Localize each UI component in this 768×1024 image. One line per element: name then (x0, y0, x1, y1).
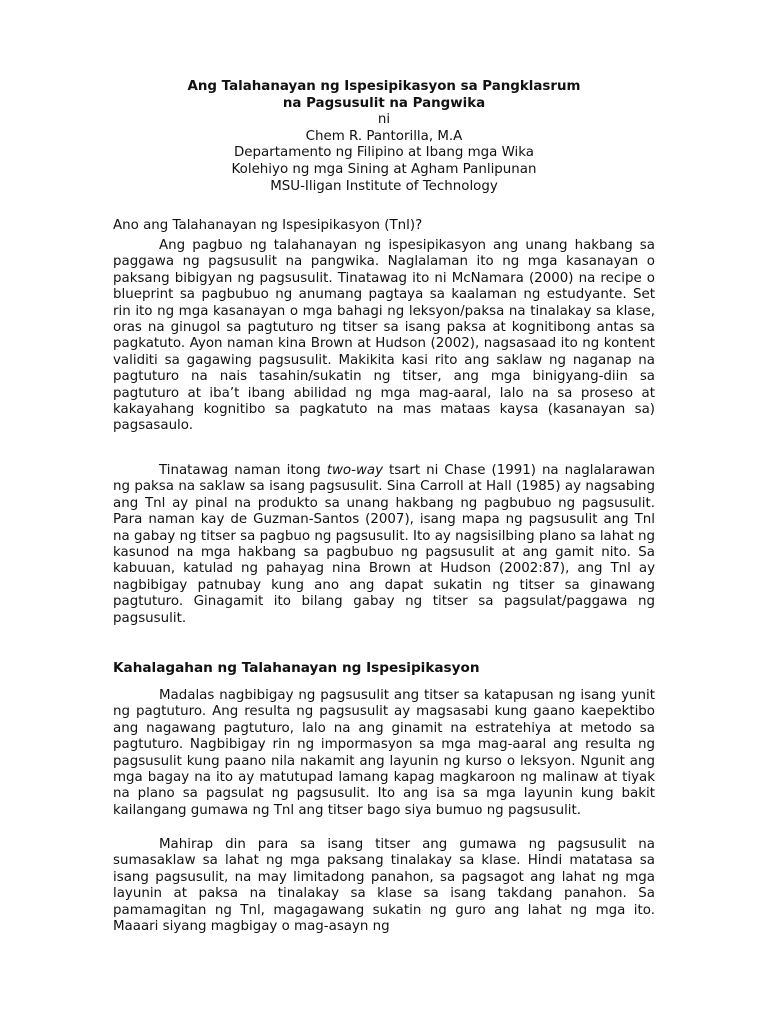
title-line-2: na Pagsusulit na Pangwika (282, 95, 486, 111)
paragraph-1 (113, 238, 655, 435)
institution: MSU-Iligan Institute of Technology (270, 178, 498, 194)
section-heading: Kahalagahan ng Talahanayan ng Ispesipikasyon (113, 660, 480, 676)
department: Departamento ng Filipino at Ibang mga Wika (234, 145, 534, 161)
question-heading: Ano ang Talahanayan ng Ispesipikasyon (Tnl)? (113, 218, 423, 233)
author-name: Chem R. Pantorilla, M.A (305, 128, 463, 144)
paragraph-2-italic: two-way (326, 463, 384, 478)
paragraph-2-text (113, 463, 655, 627)
paragraph-2-after: tsart ni Chase (1991) na naglalarawan ng paksa na saklaw sa isang pagsusulit. Sina Carroll at Hall (1985) ay nagsabing ang Tnl ay pinal na produkto sa unang hakbang ng pagbubuo ng pagsusulit. Para naman kay de Guzman-Santos (2007), isang mapa ng pagsusulit ang Tnl na gabay ng titser sa pagbuo ng pagsusulit. Ito ay nagsisilbing plano sa lahat ng kasunod na mga hakbang sa pagbubuo ng pagsusulit at ang gamit nito. Sa kabuuan, katulad ng pahayag nina Brown at Hudson (2002:87), ang Tnl ay nagbibigay patnubay kung ano ang dapat sukatin ng titser sa ginawang pagtuturo. Ginagamit ito bilang gabay ng titser sa pagsulat/paggawa ng pagsusulit. (113, 463, 655, 626)
college: Kolehiyo ng mga Sining at Agham Panlipunan (231, 161, 537, 177)
paragraph-2 (113, 463, 655, 627)
paragraph-2-before: Tinatawag naman itong (159, 463, 327, 478)
byline-ni: ni (377, 112, 391, 128)
title-line-1: Ang Talahanayan ng Ispesipikasyon sa Pangklasrum (187, 79, 581, 94)
paragraph-3 (113, 688, 655, 819)
paragraph-4-text: Mahirap din para sa isang titser ang gumawa ng pagsusulit na sumasaklaw sa lahat ng mga paksang tinalakay sa klase. Hindi matatasa sa isang pagsusulit, na may limitadong panahon, sa pagsagot ang lahat ng mga layunin at paksa na tinalakay sa klase sa isang takdang panahon. Sa pamamagitan ng Tnl, magagawang sukatin ng guro ang lahat ng mga ito. Maaari siyang magbigay o mag-asayn ng (113, 837, 655, 935)
paragraph-3-text: Madalas nagbibigay ng pagsusulit ang titser sa katapusan ng isang yunit ng pagtuturo. Ang resulta ng pagsusulit ay magsasabi kung gaano kaepektibo ang nagawang pagtuturo, lalo na ang ginamit na estratehiya at metodo sa pagtuturo. Nagbibigay rin ng impormasyon sa mga mag-aaral ang resulta ng pagsusulit kung paano nila nakamit ang layunin ng kurso o leksyon. Ngunit ang mga bagay na ito ay matutupad lamang kapag magkaroon ng malinaw at tiyak na plano sa pagsulat ng pagsusulit. Ito ang isa sa mga layunin kung bakit kailangang gumawa ng Tnl ang titser bago siya bumuo ng pagsusulit. (113, 688, 655, 818)
paragraph-1-text: Ang pagbuo ng talahanayan ng ispesipikasyon ang unang hakbang sa paggawa ng pagsusulit na pangwika. Naglalaman ito ng mga kasanayan o paksang bibigyan ng pagsusulit. Tinatawag ito ni McNamara (2000) na recipe o blueprint sa pagbubuo ng anumang pagtaya sa kaalaman ng estudyante. Set rin ito ng mga kasanayan o mga bahagi ng leksyon/paksa na tinalakay sa klase, oras na ginugol sa pagtuturo ng titser sa isang paksa at kognitibong antas sa pagkatuto. Ayon naman kina Brown at Hudson (2002), nagsasaad ito ng kontent validiti sa gagawing pagsusulit. Makikita kasi rito ang saklaw ng naganap na pagtuturo na nais tasahin/sukatin ng titser, ang mga binigyang-diin sa pagtuturo at iba’t ibang abilidad ng mga mag-aaral, lalo na sa proseso at kakayahang kognitibo sa pagkatuto na mas mataas kaysa (kasanayan sa) pagsasaulo. (113, 238, 655, 434)
document-header (0, 79, 768, 195)
paragraph-4 (113, 837, 655, 935)
